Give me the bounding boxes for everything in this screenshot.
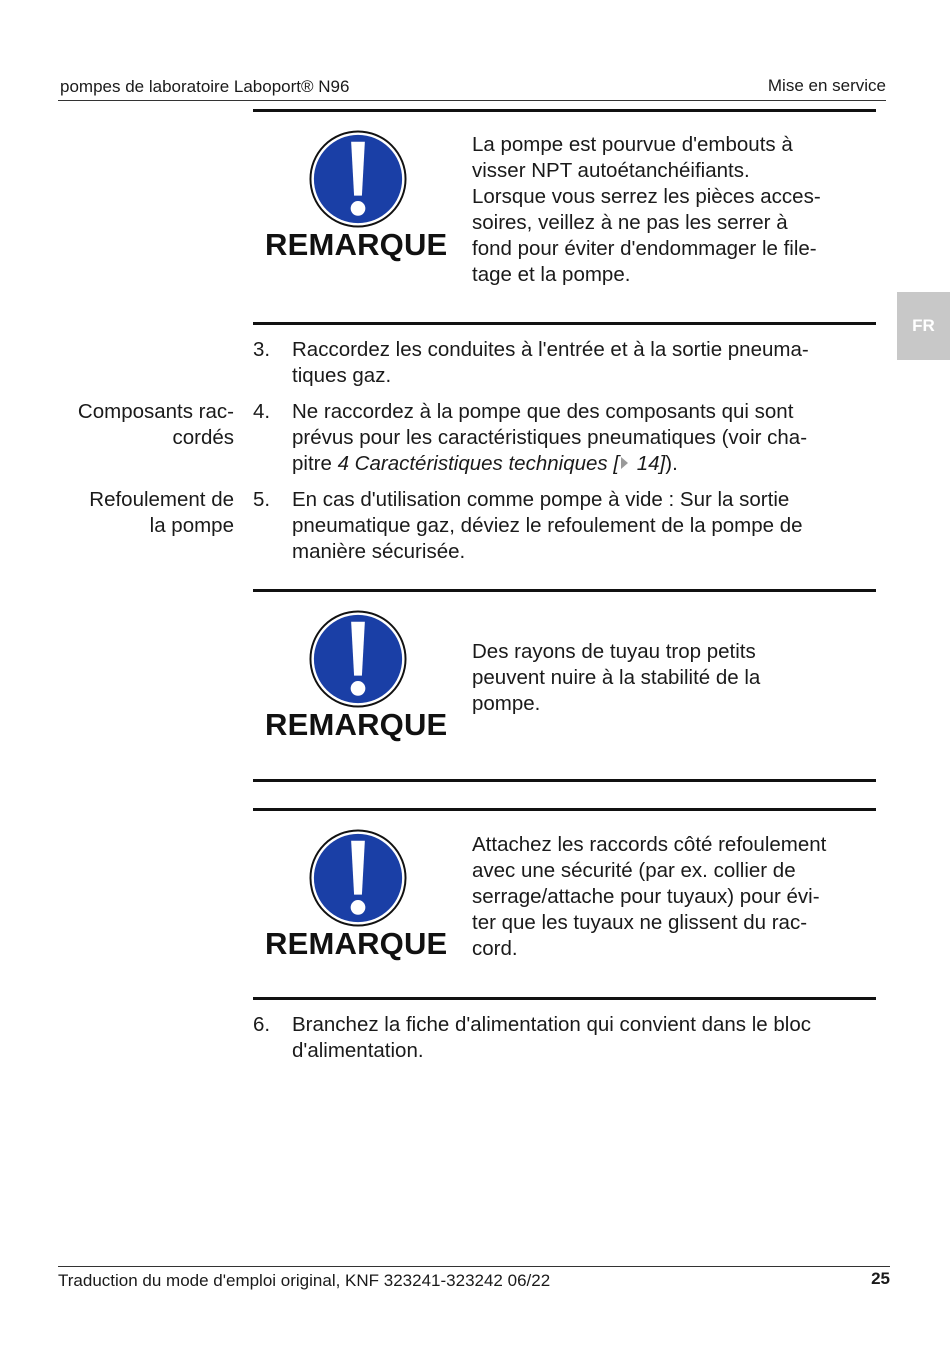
exclamation-mark-icon: [309, 130, 407, 228]
notice-line: fond pour éviter d'endommager le file-: [472, 237, 817, 260]
margin-note: [40, 399, 234, 451]
step-number: 4.: [253, 400, 271, 423]
page-reference-arrow-icon: [620, 456, 629, 470]
footer-divider: [58, 1266, 890, 1267]
margin-note-line: cordés: [172, 426, 234, 449]
step-text: [292, 487, 872, 565]
chapter-cross-reference-link[interactable]: [338, 452, 666, 475]
language-tab[interactable]: FR: [897, 292, 950, 360]
step-text: [292, 1012, 872, 1064]
header-section-title: Mise en service: [767, 76, 886, 95]
step-text: [292, 399, 872, 477]
step-line: Ne raccordez à la pompe que des composants qui sont: [292, 400, 794, 423]
notice-bottom-rule: [253, 997, 876, 1000]
notice-line: Des rayons de tuyau trop petits: [472, 640, 756, 663]
notice-top-rule: [253, 109, 876, 112]
step-line: En cas d'utilisation comme pompe à vide : Sur la sortie: [292, 488, 790, 511]
notice-text: [472, 132, 872, 288]
step-line: prévus pour les caractéristiques pneumatiques (voir cha-: [292, 426, 808, 449]
notice-line: peuvent nuire à la stabilité de la: [472, 666, 761, 689]
notice-line: visser NPT autoétanchéifiants.: [472, 159, 750, 182]
notice-text: [472, 832, 872, 962]
header-divider: [58, 100, 886, 101]
step-number: 3.: [253, 338, 271, 361]
margin-note-line: la pompe: [149, 514, 234, 537]
notice-line: Attachez les raccords côté refoulement: [472, 833, 827, 856]
step-line: Branchez la fiche d'alimentation qui convient dans le bloc: [292, 1013, 812, 1036]
notice-line: avec une sécurité (par ex. collier de: [472, 859, 796, 882]
notice-line: tage et la pompe.: [472, 263, 631, 286]
notice-line: Lorsque vous serrez les pièces acces-: [472, 185, 821, 208]
notice-top-rule: [253, 808, 876, 811]
notice-bottom-rule: [253, 322, 876, 325]
step-line: d'alimentation.: [292, 1039, 424, 1062]
step-line-prefix: pitre: [292, 452, 338, 475]
exclamation-mark-icon: [309, 829, 407, 927]
margin-note: [40, 487, 234, 539]
notice-label: REMARQUE: [265, 926, 448, 961]
step-text: [292, 337, 872, 389]
header-document-title: pompes de laboratoire Laboport® N96: [60, 77, 350, 96]
step-line: pneumatique gaz, déviez le refoulement de la pompe de: [292, 514, 803, 537]
notice-line: cord.: [472, 937, 518, 960]
exclamation-mark-icon: [309, 610, 407, 708]
footer-text: Traduction du mode d'emploi original, KNF 323241-323242 06/22: [58, 1271, 551, 1290]
step-line: [292, 451, 872, 477]
margin-note-line: Refoulement de: [89, 488, 234, 511]
notice-line: pompe.: [472, 692, 541, 715]
step-number: 6.: [253, 1013, 271, 1036]
step-line-suffix: ).: [665, 452, 678, 475]
notice-top-rule: [253, 589, 876, 592]
notice-label: REMARQUE: [265, 707, 448, 742]
notice-line: soires, veillez à ne pas les serrer à: [472, 211, 788, 234]
notice-line: ter que les tuyaux ne glissent du rac-: [472, 911, 808, 934]
page-number: 25: [871, 1269, 890, 1288]
margin-note-line: Composants rac-: [77, 400, 234, 423]
notice-line: La pompe est pourvue d'embouts à: [472, 133, 793, 156]
step-line: tiques gaz.: [292, 364, 392, 387]
step-line: manière sécurisée.: [292, 540, 466, 563]
step-line: Raccordez les conduites à l'entrée et à la sortie pneuma-: [292, 338, 809, 361]
notice-label: REMARQUE: [265, 227, 448, 262]
step-number: 5.: [253, 488, 271, 511]
notice-line: serrage/attache pour tuyaux) pour évi-: [472, 885, 820, 908]
cross-reference-text: 4 Caractéristiques techniques [: [337, 452, 620, 475]
cross-reference-page: 14]: [631, 452, 666, 475]
notice-text: [472, 639, 872, 717]
notice-bottom-rule: [253, 779, 876, 782]
